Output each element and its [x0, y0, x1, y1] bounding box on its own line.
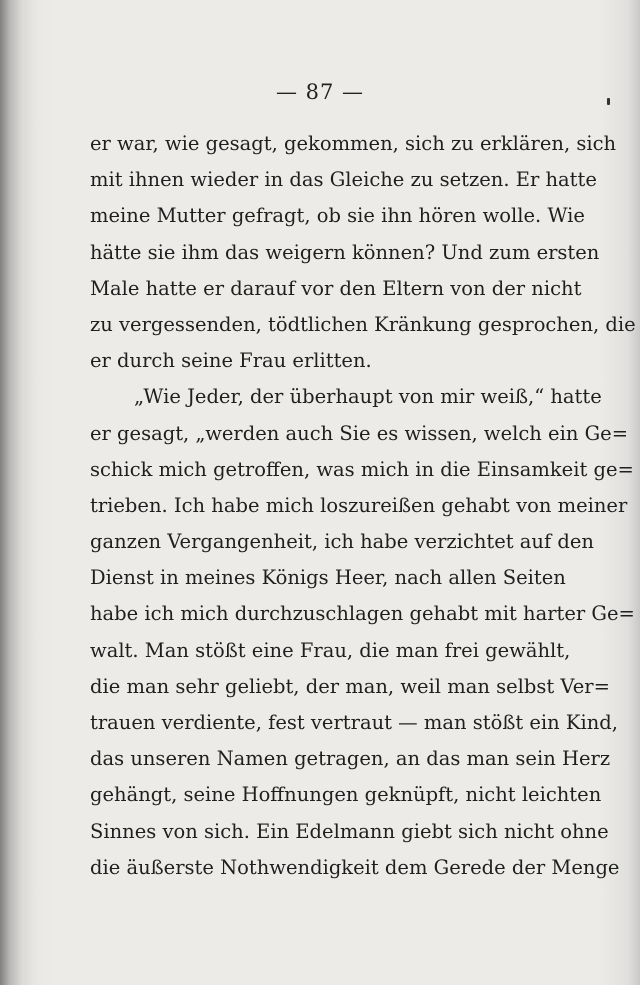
text-line: das unseren Namen getragen, an das man sein Herz: [90, 747, 611, 771]
text-line: zu vergessenden, tödtlichen Kränkung gesprochen, die: [90, 312, 636, 336]
text-line: „Wie Jeder, der überhaupt von mir weiß,“ hatte: [134, 385, 602, 409]
page-number: — 87 —: [275, 80, 365, 104]
text-line: die man sehr geliebt, der man, weil man selbst Ver=: [90, 674, 610, 698]
text-line: habe ich mich durchzuschlagen gehabt mit harter Ge=: [90, 602, 635, 626]
text-line: trauen verdiente, fest vertraut — man stößt ein Kind,: [90, 711, 618, 734]
text-line: ganzen Vergangenheit, ich habe verzichtet auf den: [90, 530, 594, 554]
scan-speck: [607, 98, 610, 105]
text-line: die äußerste Nothwendigkeit dem Gerede der Menge: [90, 855, 620, 879]
text-line: meine Mutter gefragt, ob sie ihn hören wolle. Wie: [90, 204, 585, 228]
text-line: walt. Man stößt eine Frau, die man frei gewählt,: [90, 638, 571, 662]
text-line: er durch seine Frau erlitten.: [90, 349, 372, 373]
text-line: mit ihnen wieder in das Gleiche zu setzen. Er hatte: [90, 168, 597, 192]
body-text: [90, 126, 636, 886]
text-line: Dienst in meines Königs Heer, nach allen Seiten: [90, 566, 566, 590]
text-line: Sinnes von sich. Ein Edelmann giebt sich nicht ohne: [90, 819, 609, 843]
text-line: er gesagt, „werden auch Sie es wissen, welch ein Ge=: [90, 421, 629, 445]
text-line: hätte sie ihm das weigern können? Und zum ersten: [90, 240, 600, 264]
text-line: Male hatte er darauf vor den Eltern von der nicht: [90, 276, 582, 300]
text-line: er war, wie gesagt, gekommen, sich zu erklären, sich: [90, 132, 617, 155]
text-line: schick mich getroffen, was mich in die Einsamkeit ge=: [90, 457, 634, 481]
text-line: trieben. Ich habe mich loszureißen gehabt von meiner: [90, 493, 628, 517]
text-line: gehängt, seine Hoffnungen geknüpft, nicht leichten: [90, 783, 602, 807]
